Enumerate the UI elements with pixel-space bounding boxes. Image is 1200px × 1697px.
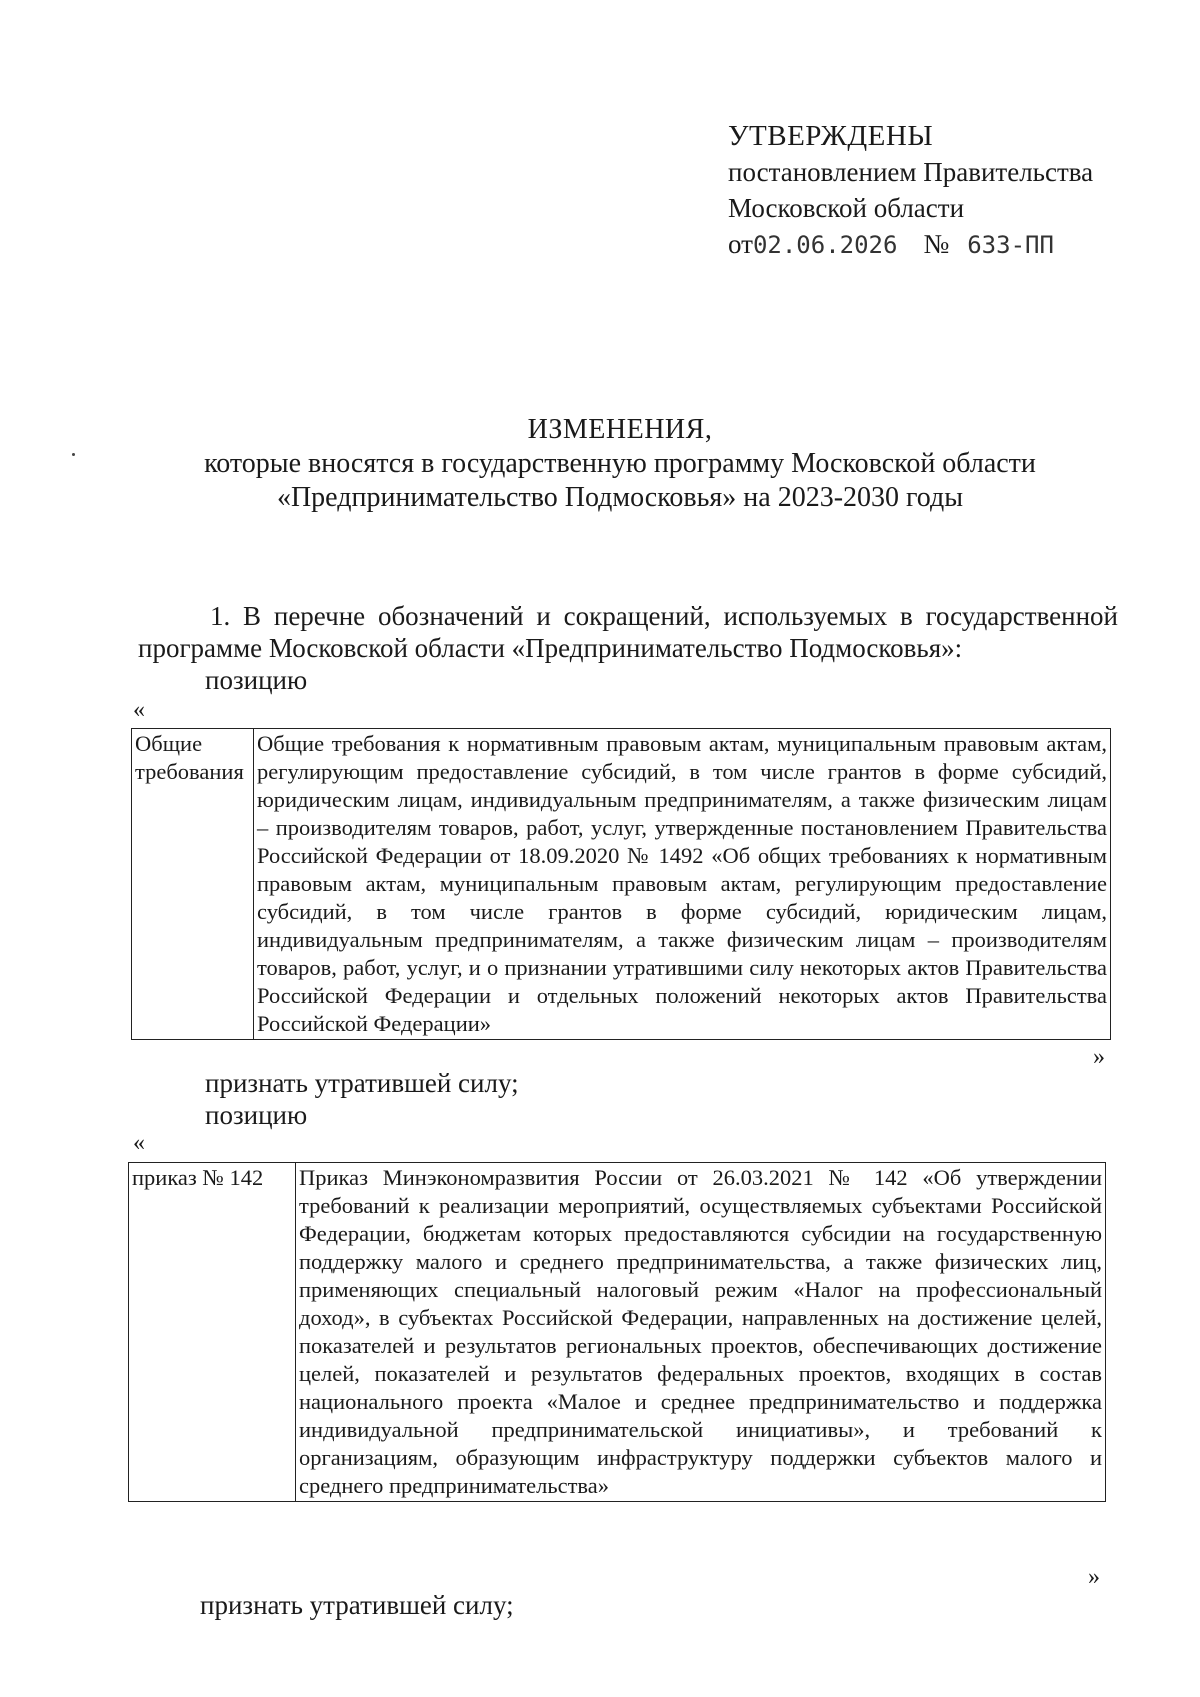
approval-heading: УТВЕРЖДЕНЫ [728,120,934,152]
title-heading: ИЗМЕНЕНИЯ, [527,414,713,445]
date-prefix: от [728,229,753,259]
quote-close-2: » [1088,1564,1100,1590]
term-cell: Общие требования [132,729,254,1040]
table-row [132,729,1111,1040]
definition-table-2 [128,1162,1106,1502]
approval-line-2: Московской области [728,193,965,223]
definition-cell: Приказ Минэкономразвития России от 26.03.2021 № 142 «Об утверждении требований к реализации мероприятий, осуществляемых субъектами Российской Федерации, бюджетам которых предоставляются субсидии на государственную поддержку малого и среднего предпринимательства, а также физических лиц, применяющих специальный налоговый режим «Налог на профессиональный доход», в субъектах Российской Федерации, направленных на достижение целей, показателей и результатов региональных проектов, обеспечивающих достижение целей, показателей и результатов федеральных проектов, входящих в состав национального проекта «Малое и среднее предпринимательство и поддержка индивидуальной предпринимательской инициативы», и требований к организациям, образующим инфраструктуру поддержки субъектов малого и среднего предпринимательства» [296,1163,1106,1502]
paragraph-1 [138,600,1118,664]
title-line-1: которые вносятся в государственную программу Московской области [204,448,1036,479]
position-label-2: позицию [205,1100,308,1130]
approval-block [728,118,1168,263]
approval-number: 633-ПП [967,231,1054,259]
number-sign: № [923,229,950,259]
quote-open-2: « [133,1130,145,1156]
document-title [0,413,1200,515]
approval-line-1: постановлением Правительства [728,157,1094,187]
approval-date-line [728,226,1168,263]
revoke-text-1: признать утратившей силу; [205,1068,519,1098]
term-cell: приказ № 142 [129,1163,296,1502]
revoke-text-2: признать утратившей силу; [200,1590,514,1620]
position-label-1: позицию [205,665,308,695]
title-line-2: «Предпринимательство Подмосковья» на 2023-2030 годы [276,482,964,513]
approval-date: 02.06.2026 [752,231,898,259]
definition-cell: Общие требования к нормативным правовым актам, муниципальным правовым актам, регулирующим предоставление субсидий, в том числе грантов в форме субсидий, юридическим лицам, индивидуальным предпринимателям, а также физическим лицам – производителям товаров, работ, услуг, утвержденные постановлением Правительства Российской Федерации от 18.09.2020 № 1492 «Об общих требованиях к нормативным правовым актам, муниципальным правовым актам, регулирующим предоставление субсидий, в том числе грантов в форме субсидий, юридическим лицам, индивидуальным предпринимателям, а также физическим лицам – производителям товаров, работ, услуг, и о признании утратившими силу некоторых актов Правительства Российской Федерации и отдельных положений некоторых актов Правительства Российской Федерации» [254,729,1111,1040]
definition-table-1 [131,728,1111,1040]
quote-close-1: » [1093,1044,1105,1070]
table-row [129,1163,1106,1502]
quote-open-1: « [133,697,145,723]
paragraph-1-text: 1. В перечне обозначений и сокращений, используемых в государственной программе Московской области «Предпринимательство Подмосковья»: [138,601,1118,663]
